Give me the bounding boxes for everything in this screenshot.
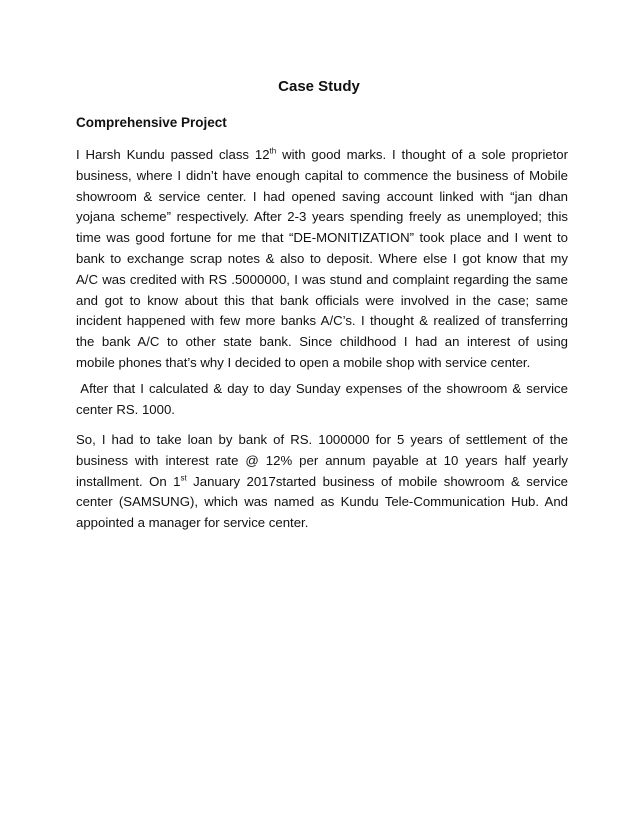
text-line: business with interest rate @ 12% per annum payable at 10 years half yearly <box>76 452 568 468</box>
text-line: and got to know about this that bank officials were involved in the case; same <box>76 292 568 308</box>
text-line: So, I had to take loan by bank of RS. 1000000 for 5 years of settlement of the <box>76 432 568 447</box>
ordinal-suffix: st <box>180 473 187 483</box>
paragraph-loan <box>76 430 568 534</box>
text-line: center RS. 1000. <box>76 401 175 417</box>
text-line: After that I calculated & day to day Sunday expenses of the showroom & service <box>76 381 568 396</box>
text-line: installment. On 1st January 2017started business of mobile showroom & service <box>76 473 568 489</box>
text-line: I Harsh Kundu passed class 12th with good marks. I thought of a sole proprietor <box>76 146 568 162</box>
text-line: business, where I didn’t have enough capital to commence the business of Mobile <box>76 167 568 183</box>
text-line: incident happened with few more banks A/C’s. I thought & realized of transferring <box>76 313 568 329</box>
ordinal-suffix: th <box>269 146 277 156</box>
text-line: mobile phones that’s why I decided to open a mobile shop with service center. <box>76 354 531 370</box>
section-heading: Comprehensive Project <box>76 115 227 130</box>
text-line: bank to exchange scrap notes & also to deposit. Where else I got know that my <box>76 250 568 266</box>
document-title: Case Study <box>278 78 360 95</box>
text-line: time was good fortune for me that “DE-MONITIZATION” took place and I went to <box>76 230 568 246</box>
paragraph-expenses <box>76 379 568 421</box>
text-line: the bank A/C to other state bank. Since childhood I had an interest of using <box>76 334 568 350</box>
text-line: yojana scheme” respectively. After 2-3 years spending freely as unemployed; this <box>76 209 568 225</box>
text-line: showroom & service center. I had opened saving account linked with “jan dhan <box>76 188 568 204</box>
paragraph-background <box>76 145 568 374</box>
text-line: A/C was credited with RS .5000000, I was stund and complaint regarding the same <box>76 271 568 287</box>
text-line: center (SAMSUNG), which was named as Kundu Tele-Communication Hub. And <box>76 494 568 510</box>
text-line: appointed a manager for service center. <box>76 515 309 531</box>
